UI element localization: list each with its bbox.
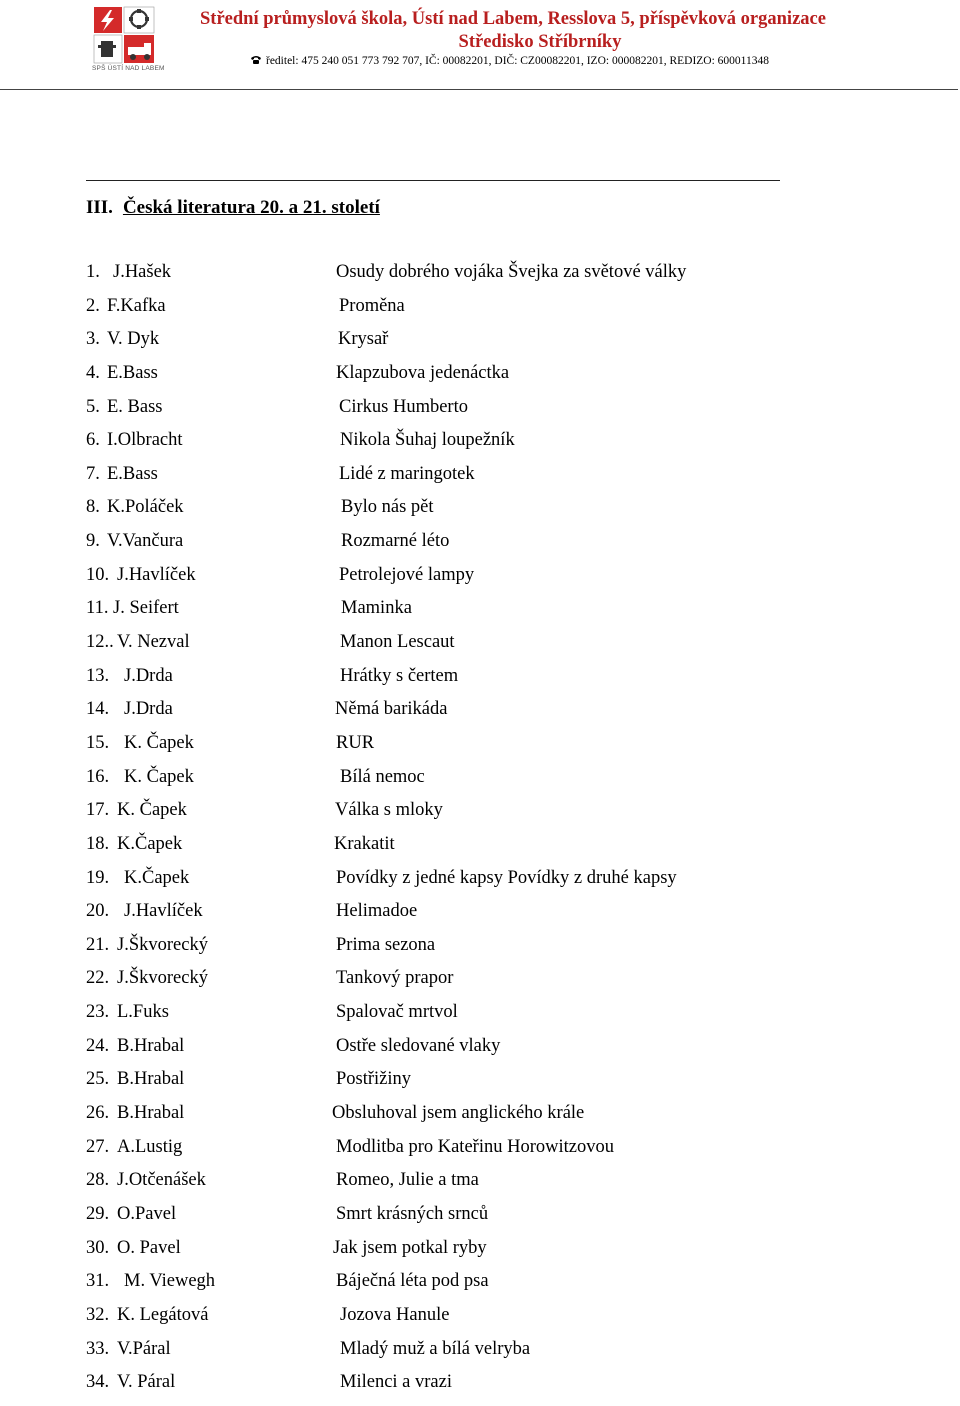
item-title: Povídky z jedné kapsy Povídky z druhé kapsy xyxy=(336,867,677,888)
branch-name: Středisko Stříbrníky xyxy=(458,32,622,52)
item-author: V.Vančura xyxy=(107,531,184,552)
item-author: J.Havlíček xyxy=(117,564,196,585)
item-title: Spalovač mrtvol xyxy=(336,1002,458,1023)
item-author: K.Poláček xyxy=(107,497,184,518)
item-title: Válka s mloky xyxy=(335,800,443,821)
item-number: 1. xyxy=(86,262,100,282)
item-title: Modlitba pro Kateřinu Horowitzovou xyxy=(336,1136,614,1157)
reading-list xyxy=(0,262,960,1406)
item-title: Bylo nás pět xyxy=(341,497,434,518)
item-author: K. Čapek xyxy=(124,766,194,787)
item-title: Mladý muž a bílá velryba xyxy=(340,1338,531,1359)
item-author: J.Škvorecký xyxy=(117,968,208,989)
item-number: 18. xyxy=(86,833,110,854)
item-number: 27. xyxy=(86,1136,110,1157)
item-title: Smrt krásných srnců xyxy=(336,1203,489,1224)
item-title: Manon Lescaut xyxy=(340,632,455,653)
section-title: Česká literatura 20. a 21. století xyxy=(122,197,380,218)
list-item xyxy=(0,565,960,599)
item-author: F.Kafka xyxy=(107,295,166,316)
item-title: Proměna xyxy=(339,295,405,316)
item-title: Báječná léta pod psa xyxy=(336,1271,489,1292)
item-author: B.Hrabal xyxy=(117,1035,185,1056)
item-author: K. Legátová xyxy=(117,1304,209,1325)
item-title: Tankový prapor xyxy=(336,968,454,989)
item-number: 8. xyxy=(86,497,100,518)
list-item xyxy=(0,901,960,935)
item-number: 12.. xyxy=(86,632,114,653)
item-title: Helimadoe xyxy=(336,901,418,922)
item-author: V. Nezval xyxy=(117,632,190,653)
item-number: 19. xyxy=(86,867,110,888)
logo-caption: SPŠ ÚSTÍ NAD LABEM xyxy=(92,65,165,72)
letterhead xyxy=(0,0,960,90)
item-title: Klapzubova jedenáctka xyxy=(336,362,510,383)
item-number: 25. xyxy=(86,1069,110,1090)
list-item xyxy=(0,868,960,902)
item-author: A.Lustig xyxy=(117,1136,183,1157)
item-number: 17. xyxy=(86,800,110,821)
list-item xyxy=(0,632,960,666)
item-number: 13. xyxy=(86,665,110,686)
item-author: I.Olbracht xyxy=(107,430,183,451)
item-title: Lidé z maringotek xyxy=(339,463,475,484)
item-number: 7. xyxy=(86,463,100,484)
item-title: Obsluhoval jsem anglického krále xyxy=(332,1103,585,1124)
list-item xyxy=(0,1170,960,1204)
list-item xyxy=(0,1339,960,1373)
item-number: 23. xyxy=(86,1002,110,1023)
item-title: Němá barikáda xyxy=(335,699,448,720)
item-number: 5. xyxy=(86,396,100,417)
list-item xyxy=(0,1069,960,1103)
item-title: Hrátky s čertem xyxy=(340,665,459,686)
item-title: Prima sezona xyxy=(336,934,436,955)
item-author: V.Páral xyxy=(117,1338,171,1359)
header-divider xyxy=(0,89,958,90)
item-title: Bílá nemoc xyxy=(340,766,425,787)
list-item xyxy=(0,1137,960,1171)
item-author: J.Drda xyxy=(124,699,173,720)
list-item xyxy=(0,464,960,498)
list-item xyxy=(0,800,960,834)
item-title: Romeo, Julie a tma xyxy=(336,1170,479,1191)
item-number: 31. xyxy=(86,1271,110,1292)
contact-line xyxy=(250,55,769,67)
section-number: III. xyxy=(86,197,113,218)
item-number: 3. xyxy=(86,329,100,350)
item-number: 30. xyxy=(86,1237,110,1258)
item-author: L.Fuks xyxy=(117,1002,169,1023)
list-item xyxy=(0,1002,960,1036)
list-item xyxy=(0,935,960,969)
list-item xyxy=(0,531,960,565)
item-author: J.Havlíček xyxy=(124,901,203,922)
item-author: M. Viewegh xyxy=(124,1271,216,1292)
item-number: 16. xyxy=(86,766,110,787)
list-item xyxy=(0,666,960,700)
list-item xyxy=(0,262,960,296)
item-title: Postřižiny xyxy=(336,1069,412,1090)
item-title: Osudy dobrého vojáka Švejka za světové války xyxy=(336,262,687,282)
list-item xyxy=(0,767,960,801)
item-number: 22. xyxy=(86,968,110,989)
list-item xyxy=(0,1103,960,1137)
item-number: 9. xyxy=(86,531,100,552)
item-author: J.Hašek xyxy=(113,262,172,282)
list-item xyxy=(0,1271,960,1305)
item-title: Maminka xyxy=(341,598,412,619)
list-item xyxy=(0,699,960,733)
item-author: K.Čapek xyxy=(124,867,190,888)
item-title: Ostře sledované vlaky xyxy=(336,1035,501,1056)
item-author: V. Dyk xyxy=(107,329,160,350)
list-item xyxy=(0,397,960,431)
item-author: J. Seifert xyxy=(113,598,179,619)
list-item xyxy=(0,1305,960,1339)
item-number: 32. xyxy=(86,1304,110,1325)
list-item xyxy=(0,363,960,397)
contact-text: ředitel: 475 240 051 773 792 707, IČ: 00082201, DIČ: CZ00082201, IZO: 000082201, REDIZO: 600011348 xyxy=(266,55,769,67)
item-author: J.Otčenášek xyxy=(117,1170,206,1191)
list-item xyxy=(0,968,960,1002)
item-author: E.Bass xyxy=(107,463,158,484)
list-item xyxy=(0,598,960,632)
list-item xyxy=(0,430,960,464)
item-number: 6. xyxy=(86,430,100,451)
list-item xyxy=(0,1036,960,1070)
list-item xyxy=(0,834,960,868)
item-author: V. Páral xyxy=(117,1372,176,1393)
item-title: RUR xyxy=(336,732,375,753)
item-author: O.Pavel xyxy=(117,1203,177,1224)
list-item xyxy=(0,733,960,767)
item-title: Krakatit xyxy=(334,833,395,854)
item-number: 24. xyxy=(86,1035,110,1056)
school-name: Střední průmyslová škola, Ústí nad Labem, Resslova 5, příspěvková organizace xyxy=(200,9,826,29)
item-title: Jak jsem potkal ryby xyxy=(333,1237,487,1258)
list-item xyxy=(0,1204,960,1238)
item-author: O. Pavel xyxy=(117,1237,181,1258)
item-author: K. Čapek xyxy=(124,732,194,753)
item-number: 4. xyxy=(86,362,100,383)
item-number: 14. xyxy=(86,699,110,720)
item-number: 11. xyxy=(86,598,109,619)
list-item xyxy=(0,1238,960,1272)
item-number: 10. xyxy=(86,564,110,585)
item-title: Cirkus Humberto xyxy=(339,396,468,417)
item-title: Milenci a vrazi xyxy=(340,1372,452,1393)
item-author: J.Škvorecký xyxy=(117,934,208,955)
item-number: 29. xyxy=(86,1203,110,1224)
item-title: Petrolejové lampy xyxy=(339,564,475,585)
item-author: J.Drda xyxy=(124,665,173,686)
item-author: E.Bass xyxy=(107,362,158,383)
section-divider xyxy=(86,180,780,181)
list-item xyxy=(0,1372,960,1406)
list-item xyxy=(0,497,960,531)
item-number: 28. xyxy=(86,1170,110,1191)
item-number: 33. xyxy=(86,1338,110,1359)
item-author: B.Hrabal xyxy=(117,1103,185,1124)
item-author: K. Čapek xyxy=(117,800,187,821)
item-author: K.Čapek xyxy=(117,833,183,854)
section-heading xyxy=(86,197,380,219)
item-number: 26. xyxy=(86,1103,110,1124)
list-item xyxy=(0,329,960,363)
item-number: 21. xyxy=(86,934,110,955)
item-author: E. Bass xyxy=(107,396,163,417)
item-number: 34. xyxy=(86,1372,110,1393)
item-number: 2. xyxy=(86,295,100,316)
item-title: Krysař xyxy=(338,329,389,350)
phone-icon xyxy=(250,55,262,67)
item-number: 20. xyxy=(86,901,110,922)
list-item xyxy=(0,296,960,330)
item-number: 15. xyxy=(86,732,110,753)
item-author: B.Hrabal xyxy=(117,1069,185,1090)
item-title: Rozmarné léto xyxy=(341,531,450,552)
item-title: Jozova Hanule xyxy=(340,1304,450,1325)
item-title: Nikola Šuhaj loupežník xyxy=(340,430,515,451)
